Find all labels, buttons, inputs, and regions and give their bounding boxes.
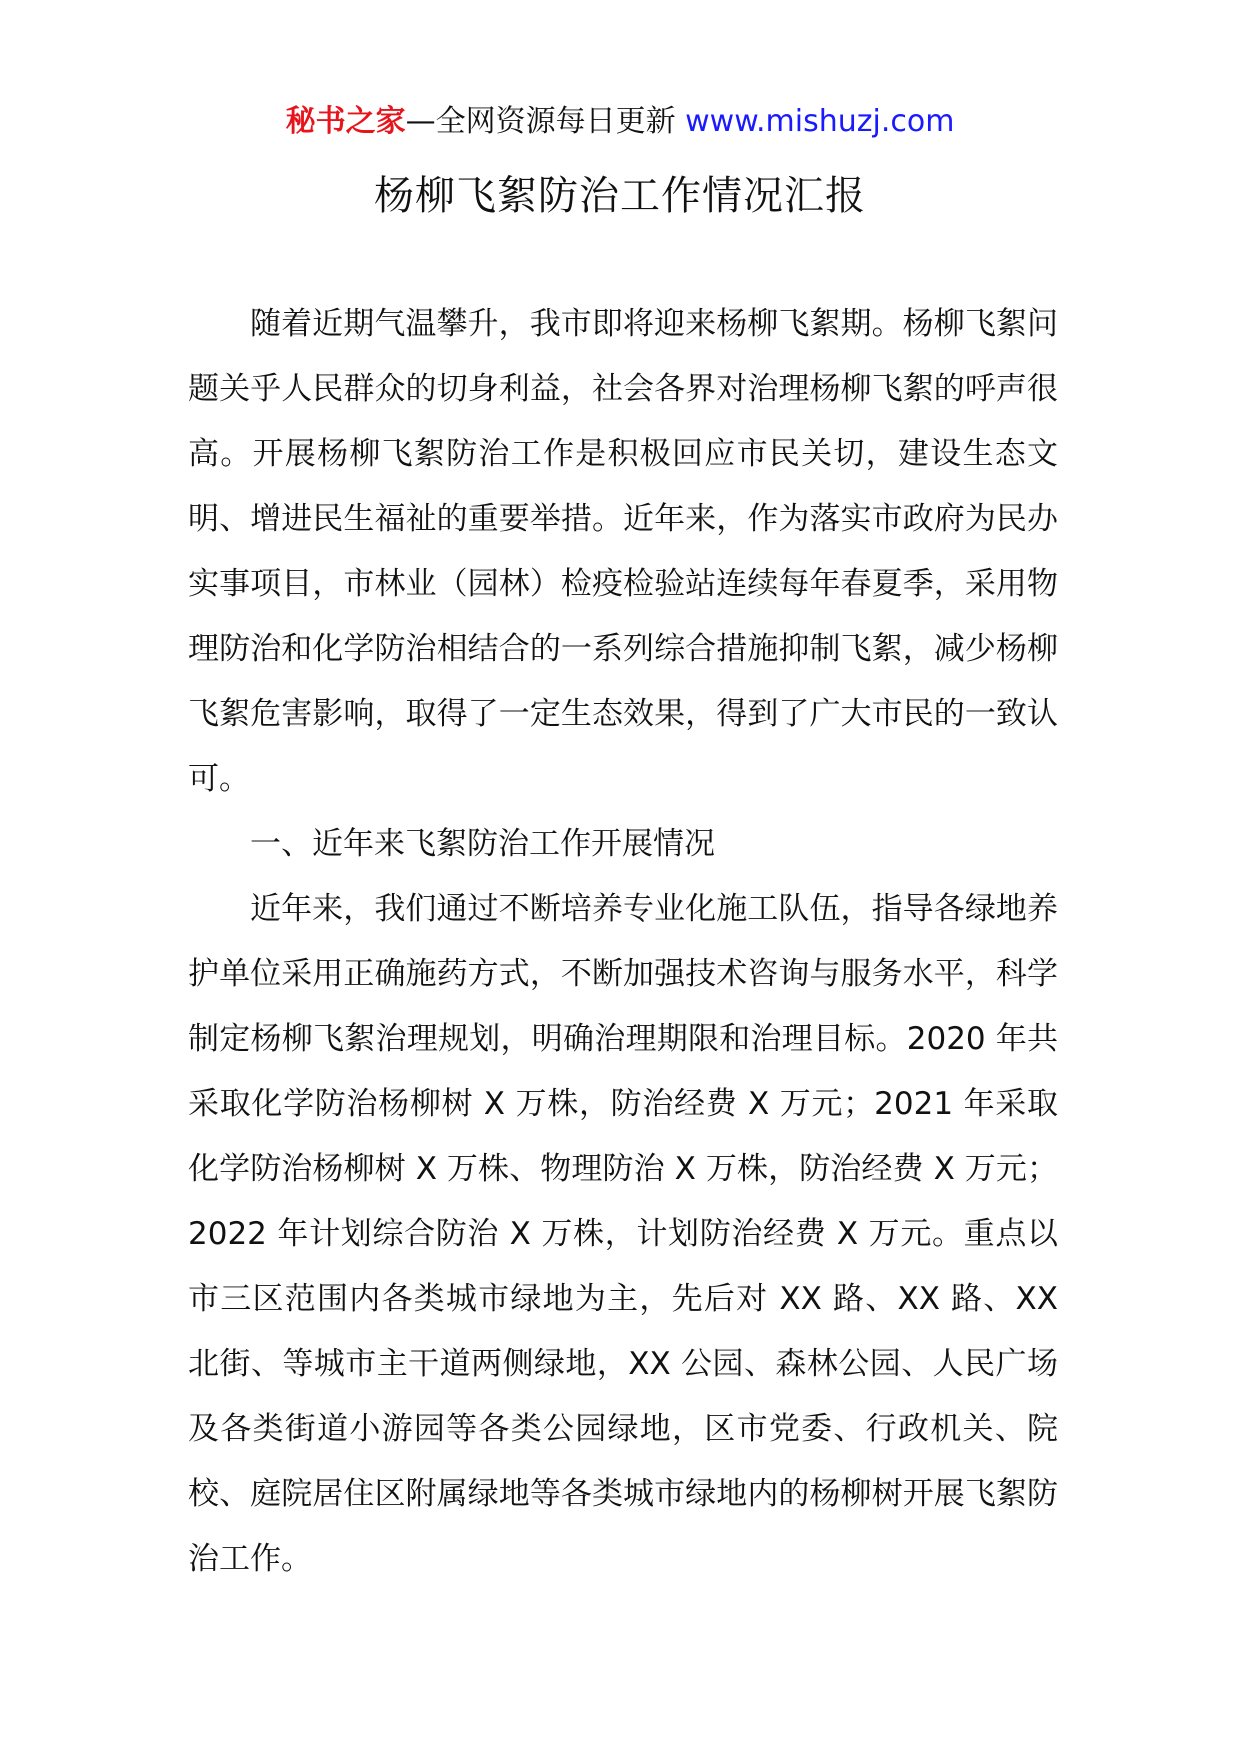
site-url-link[interactable]: www.mishuzj.com [685, 104, 955, 139]
site-brand: 秘书之家 [285, 104, 406, 139]
site-slogan: —全网资源每日更新 [405, 104, 676, 139]
section-heading: 一、近年来飞絮防治工作开展情况 [250, 826, 715, 862]
document-title: 杨柳飞絮防治工作情况汇报 [374, 173, 866, 219]
body-paragraph: 近年来，我们通过不断培养专业化施工队伍，指导各绿地养护单位采用正确施药方式，不断加强技术咨询与服务水平，科学制定杨柳飞絮治理规划，明确治理期限和治理目标。2020 年共采取化学防治杨柳树 X 万株，防治经费 X 万元；2021 年采取化学防治杨柳树 X 万株、物理防治 X 万株，防治经费 X 万元；2022 年计划综合防治 X 万株，计划防治经费 X 万元。重点以市三区范围内各类城市绿地为主，先后对 XX 路、XX 路、XX 北街、等城市主干道两侧绿地，XX 公园、森林公园、人民广场及各类街道小游园等各类公园绿地，区市党委、行政机关、院校、庭院居住区附属绿地等各类城市绿地内的杨柳树开展飞絮防治工作。 [188, 891, 1058, 1577]
site-banner [0, 102, 1240, 142]
document-body [188, 292, 1058, 1592]
intro-paragraph: 随着近期气温攀升，我市即将迎来杨柳飞絮期。杨柳飞絮问题关乎人民群众的切身利益，社会各界对治理杨柳飞絮的呼声很高。开展杨柳飞絮防治工作是积极回应市民关切，建设生态文明、增进民生福祉的重要举措。近年来，作为落实市政府为民办实事项目，市林业（园林）检疫检验站连续每年春夏季，采用物理防治和化学防治相结合的一系列综合措施抑制飞絮，减少杨柳飞絮危害影响，取得了一定生态效果，得到了广大市民的一致认可。 [188, 306, 1058, 797]
